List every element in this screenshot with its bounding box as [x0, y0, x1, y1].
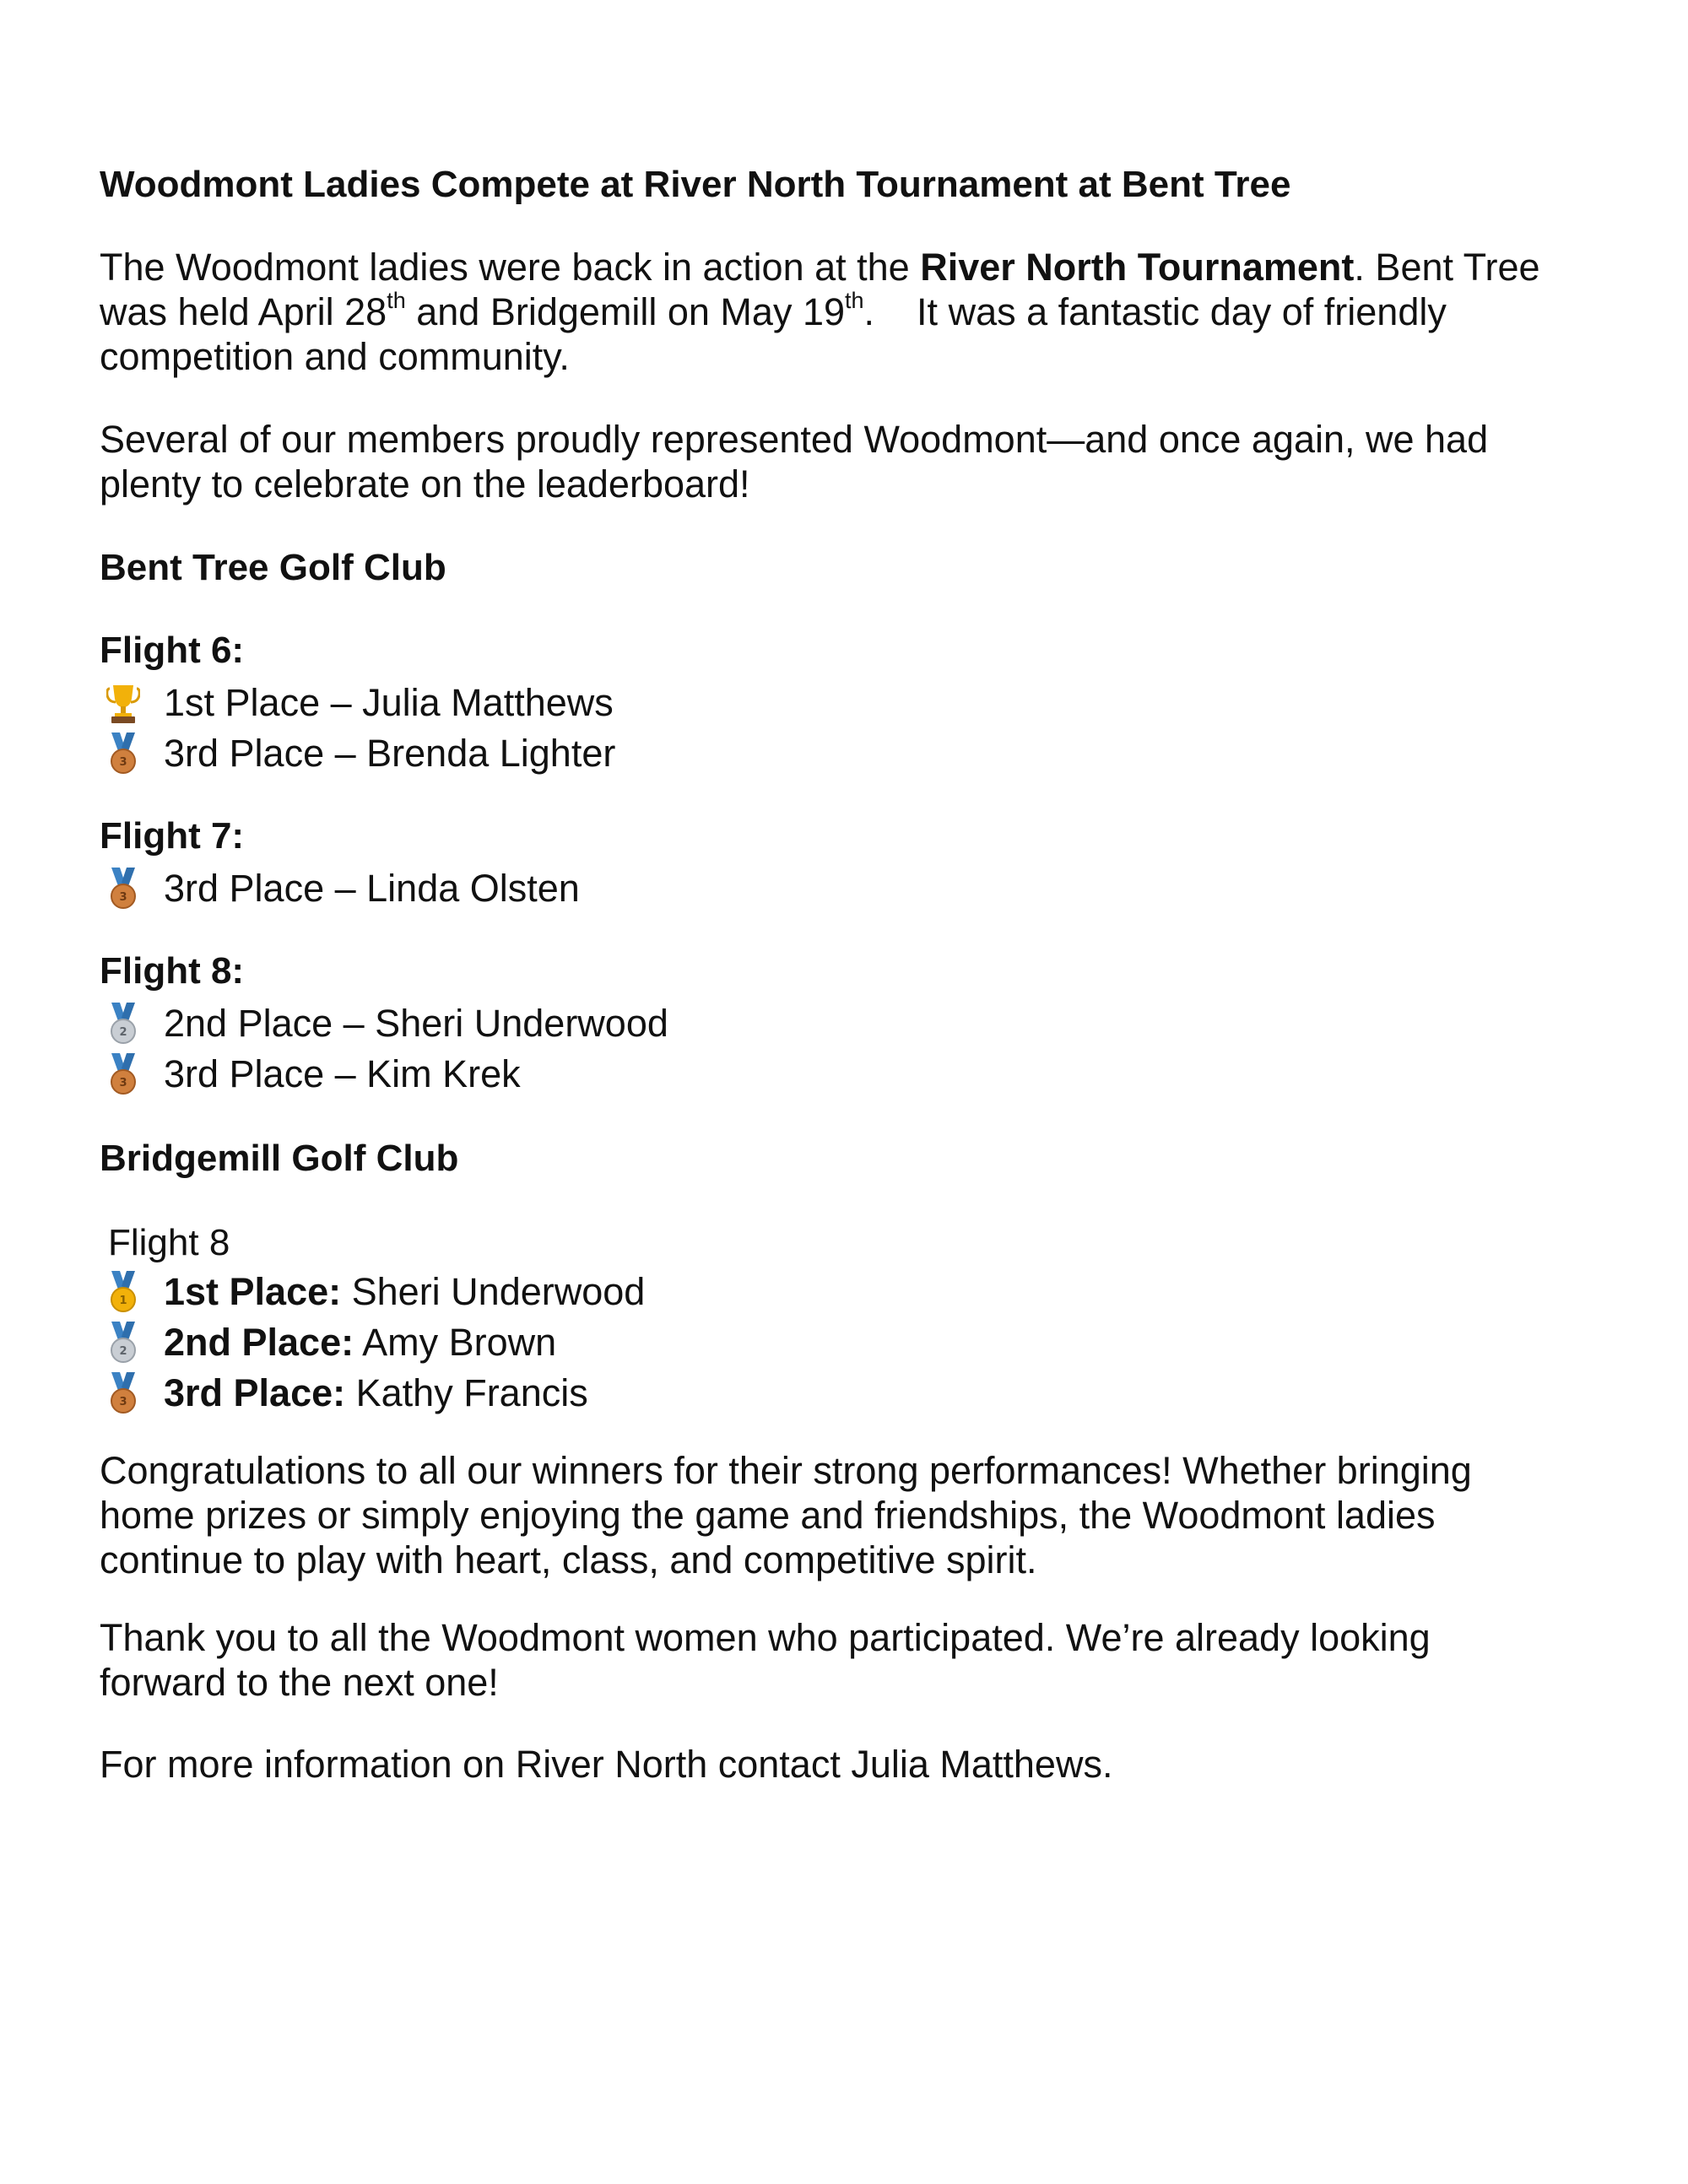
tournament-name: River North Tournament [920, 246, 1355, 289]
flight-8-label: Flight 8: [100, 950, 245, 992]
congratulations-paragraph: Congratulations to all our winners for their strong performances! Whether bringing home prizes or simply enjoying the game and friendships, the Woodmont ladies continue to play with heart, class, and competitive spirit. [100, 1449, 1472, 1581]
bent-tree-heading: Bent Tree Golf Club [100, 547, 446, 588]
intro-paragraph: The Woodmont ladies were back in action at the River North Tournament. Bent Tree was held April 28th and Bridgemill on May 19th. It was a fantastic day of friendly competition and community. [100, 246, 1540, 378]
bronze-medal-icon [106, 1372, 140, 1414]
flight-7-label: Flight 7: [100, 815, 245, 857]
bridgemill-flight-label: Flight 8 [108, 1222, 230, 1263]
members-paragraph: Several of our members proudly represented Woodmont—and once again, we had plenty to celebrate on the leaderboard! [100, 418, 1489, 505]
trophy-icon [106, 682, 140, 724]
bronze-medal-icon [106, 868, 140, 910]
flight-6-label: Flight 6: [100, 630, 245, 671]
gold-medal-icon [106, 1271, 140, 1313]
silver-medal-icon [106, 1003, 140, 1045]
article-title: Woodmont Ladies Compete at River North Tournament at Bent Tree [100, 164, 1291, 205]
silver-medal-icon [106, 1322, 140, 1364]
thanks-paragraph: Thank you to all the Woodmont women who participated. We’re already looking forward to the next one! [100, 1616, 1431, 1704]
bridgemill-heading: Bridgemill Golf Club [100, 1138, 459, 1179]
contact-line: For more information on River North contact Julia Matthews. [100, 1743, 1113, 1786]
bronze-medal-icon [106, 1053, 140, 1095]
bronze-medal-icon [106, 733, 140, 775]
